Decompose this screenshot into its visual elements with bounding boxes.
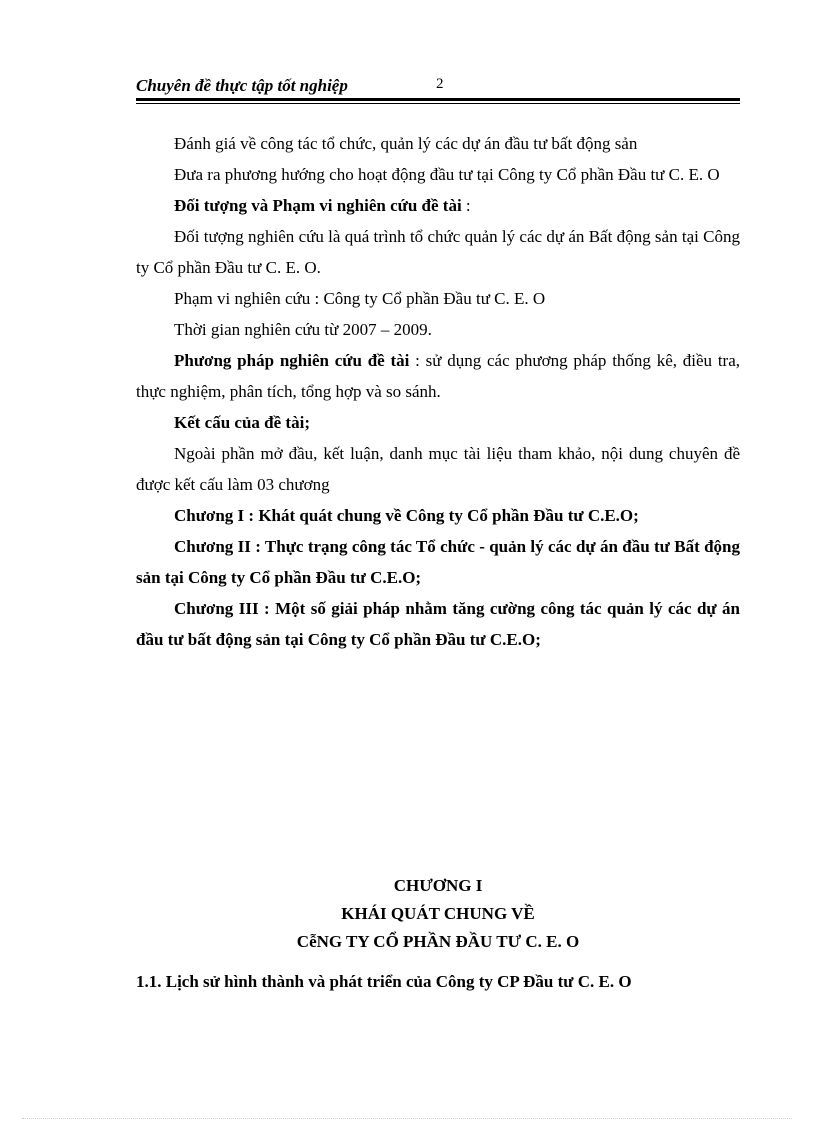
paragraph-text: Ngoài phần mở đầu, kết luận, danh mục tài liệu tham khảo, nội dung chuyên đề được kết cấu làm 03 chương [136,444,740,494]
paragraph-text: Đối tượng nghiên cứu là quá trình tổ chức quản lý các dự án Bất động sản tại Công ty Cổ phần Đầu tư C. E. O. [136,227,740,277]
paragraph-chapter-3 [136,593,740,655]
paragraph-bold: Chương III : Một số giải pháp nhằm tăng cường công tác quản lý các dự án đầu tư bất động sản tại Công ty Cổ phần Đầu tư C.E.O; [136,599,740,649]
paragraph-time [136,314,740,345]
section-heading: 1.1. Lịch sử hình thành và phát triển của Công ty CP Đầu tư C. E. O [136,972,632,991]
chapter-title-line-2: CễNG TY CỔ PHẦN ĐẦU TƯ C. E. O [296,932,580,951]
header-rule-thin [136,103,740,104]
paragraph-bold: Phương pháp nghiên cứu đề tài [174,351,410,370]
paragraph-text: Đánh giá về công tác tổ chức, quản lý các dự án đầu tư bất động sản [174,134,638,153]
paragraph-structure-heading [136,407,740,438]
paragraph-direction [136,159,740,190]
paragraph-bold: Chương II : Thực trạng công tác Tổ chức - quản lý các dự án đầu tư Bất động sản tại Công ty Cổ phần Đầu tư C.E.O; [136,537,740,587]
chapter-number: CHƯƠNG I [393,876,483,895]
paragraph-scope-heading [136,190,740,221]
paragraph-rest: : [461,196,471,215]
header-title: Chuyên đề thực tập tốt nghiệp [136,76,348,95]
paragraph-evaluate [136,128,740,159]
paragraph-text: Phạm vi nghiên cứu : Công ty Cổ phần Đầu tư C. E. O [174,289,546,308]
paragraph-bold: Chương I : Khát quát chung về Công ty Cổ phần Đầu tư C.E.O; [174,506,639,525]
chapter-title-line-1: KHÁI QUÁT CHUNG VỀ [341,904,535,923]
page-number: 2 [436,76,444,92]
paragraph-structure [136,438,740,500]
paragraph-bold: Kết cấu của đề tài; [174,413,310,432]
paragraph-text: Đưa ra phương hướng cho hoạt động đầu tư tại Công ty Cổ phần Đầu tư C. E. O [174,165,720,184]
page-header [136,74,740,96]
paragraph-method [136,345,740,407]
paragraph-bold: Đối tượng và Phạm vi nghiên cứu đề tài [174,196,462,215]
header-rule-thick [136,98,740,101]
body-text [136,128,740,655]
paragraph-chapter-2 [136,531,740,593]
paragraph-rest: : sử dụng các phương pháp thống kê, điều tra, thực nghiệm, phân tích, tổng hợp và so sánh. [136,351,740,401]
paragraph-scope [136,283,740,314]
paragraph-chapter-1 [136,500,740,531]
paragraph-text: Thời gian nghiên cứu từ 2007 – 2009. [174,320,432,339]
page-bottom-border [22,1118,792,1119]
paragraph-object [136,221,740,283]
